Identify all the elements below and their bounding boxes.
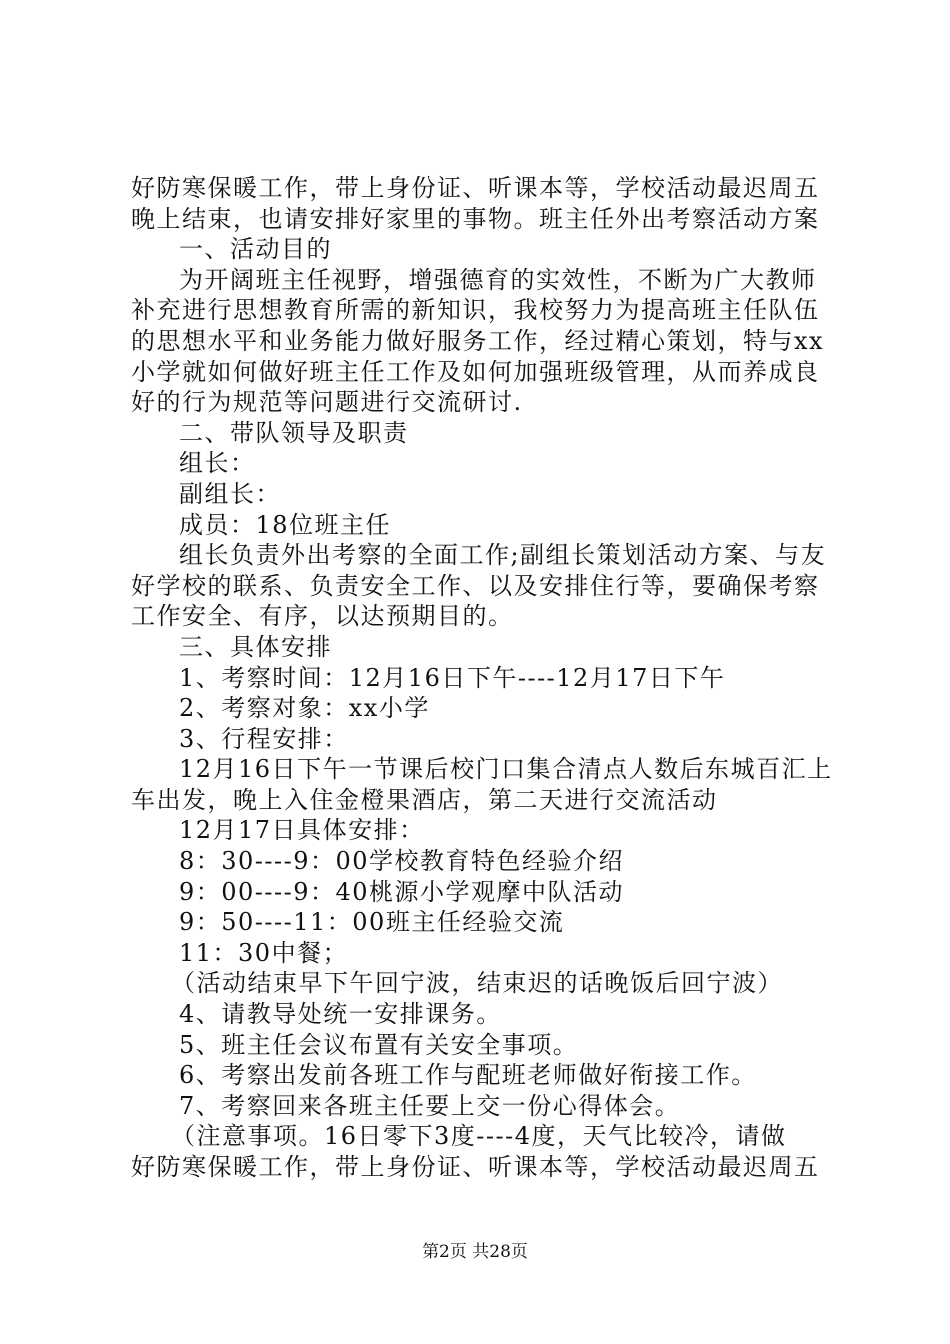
text-line: 小学就如何做好班主任工作及如何加强班级管理，从而养成良 [131,357,820,386]
text-line: 车出发，晚上入住金橙果酒店，第二天进行交流活动 [131,785,718,814]
text-line: 好学校的联系、负责安全工作、以及安排住行等，要确保考察 [131,571,820,600]
text-line: 好防寒保暖工作，带上身份证、听课本等，学校活动最迟周五 [131,174,820,202]
document-body [131,173,831,1183]
text-line: 的思想水平和业务能力做好服务工作，经过精心策划，特与xx [131,326,825,355]
text-line: 12月17日具体安排： [179,816,425,845]
list-item: 7、考察回来各班主任要上交一份心得体会。 [179,1091,681,1120]
page-number-label: 第2页 共28页 [422,1242,528,1262]
text-line: （活动结束早下午回宁波，结束迟的话晚饭后回宁波） [171,969,783,998]
schedule-item: 9：50----11：00班主任经验交流 [179,908,565,937]
section-heading: 二、带队领导及职责 [179,418,409,447]
text-line: 组长： [179,449,256,478]
page-footer [0,1240,950,1264]
list-item: 3、行程安排： [179,724,349,753]
text-line: 晚上结束，也请安排好家里的事物。班主任外出考察活动方案 [131,204,820,233]
schedule-item: 9：00----9：40桃源小学观摩中队活动 [179,877,625,906]
list-item: 5、班主任会议布置有关安全事项。 [179,1030,579,1059]
list-item: 4、请教导处统一安排课务。 [179,1000,502,1029]
text-line: 好的行为规范等问题进行交流研讨. [131,388,523,417]
section-heading: 三、具体安排 [179,632,332,661]
text-line: 副组长： [179,479,281,508]
text-line: （注意事项。16日零下3度----4度，天气比较冷，请做 [171,1122,787,1151]
text-line: 成员：18位班主任 [179,510,392,539]
schedule-item: 8：30----9：00学校教育特色经验介绍 [179,847,625,876]
text-line: 补充进行思想教育所需的新知识，我校努力为提高班主任队伍 [131,296,820,325]
text-line: 12月16日下午一节课后校门口集合清点人数后东城百汇上 [179,755,833,784]
list-item: 6、考察出发前各班工作与配班老师做好衔接工作。 [179,1061,757,1090]
text-line: 组长负责外出考察的全面工作;副组长策划活动方案、与友 [179,541,827,570]
text-line: 工作安全、有序，以达预期目的。 [131,602,514,631]
list-item: 1、考察时间：12月16日下午----12月17日下午 [179,663,726,692]
text-line: 好防寒保暖工作，带上身份证、听课本等，学校活动最迟周五 [131,1153,820,1181]
section-heading: 一、活动目的 [179,235,332,264]
list-item: 2、考察对象：xx小学 [179,694,430,723]
text-line: 为开阔班主任视野，增强德育的实效性，不断为广大教师 [179,265,817,294]
schedule-item: 11：30中餐； [179,938,349,967]
